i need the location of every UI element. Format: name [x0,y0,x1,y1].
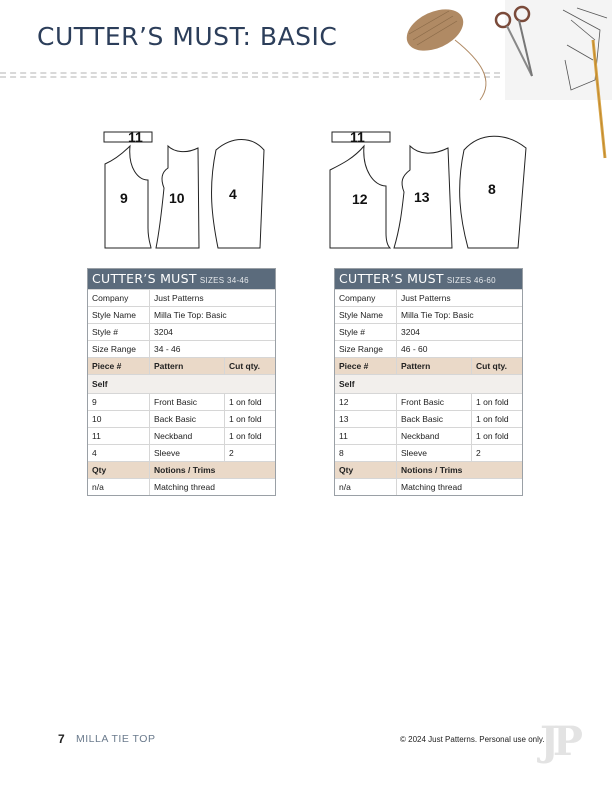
piece-qty: 1 on fold [476,397,509,407]
piece-pattern: Neckband [397,428,472,444]
page-title: CUTTER’S MUST: BASIC [37,22,338,51]
column-header: Cut qty. [476,361,508,371]
info-value: Just Patterns [154,293,204,303]
piece-label-neckband: 11 [350,129,365,145]
column-header: Piece # [335,358,397,374]
piece-label-neckband: 11 [128,129,143,145]
size-label: SIZES 46-60 [446,276,496,285]
info-row-company [335,289,522,306]
piece-number: 4 [88,445,150,461]
info-row-style-number [335,323,522,340]
pieces-header-row [335,357,522,374]
piece-pattern: Front Basic [397,394,472,410]
info-row-style-number [88,323,275,340]
column-header: Cut qty. [229,361,261,371]
info-value: 34 - 46 [154,344,181,354]
piece-label-back: 10 [169,190,185,206]
section-row-self [335,374,522,393]
piece-pattern: Back Basic [150,411,225,427]
pieces-header-row [88,357,275,374]
info-key: Company [88,290,150,306]
section-label: Self [92,379,108,389]
piece-pattern: Back Basic [397,411,472,427]
notion-item: Matching thread [401,482,462,492]
cutters-must-table-46-60 [334,268,523,496]
footer-copyright: © 2024 Just Patterns. Personal use only. [400,735,545,744]
pattern-pieces-outline [328,128,533,252]
column-header: Pattern [397,358,472,374]
piece-number: 13 [335,411,397,427]
piece-qty: 2 [476,448,481,458]
piece-qty: 1 on fold [476,431,509,441]
notion-qty: n/a [335,479,397,495]
table-row [335,410,522,427]
info-value: 46 - 60 [401,344,428,354]
piece-label-sleeve: 4 [229,186,237,202]
info-key: Style Name [88,307,150,323]
table-heading [335,269,522,289]
footer-document-title: MILLA TIE TOP [76,733,156,745]
notion-item: Matching thread [154,482,215,492]
pattern-pieces-large-sizes [328,128,533,252]
table-row [88,444,275,461]
piece-label-sleeve: 8 [488,181,496,197]
table-row [88,393,275,410]
table-heading [88,269,275,289]
piece-number: 8 [335,445,397,461]
column-header: Notions / Trims [401,465,463,475]
info-key: Size Range [335,341,397,357]
info-row-company [88,289,275,306]
piece-number: 12 [335,394,397,410]
info-row-size-range [335,340,522,357]
info-row-style-name [335,306,522,323]
info-key: Style # [88,324,150,340]
piece-number: 11 [335,428,397,444]
info-value: 3204 [154,327,173,337]
section-row-self [88,374,275,393]
piece-qty: 1 on fold [476,414,509,424]
pattern-pieces-small-sizes [100,128,270,252]
info-row-style-name [88,306,275,323]
info-key: Company [335,290,397,306]
piece-number: 10 [88,411,150,427]
column-header: Qty [88,462,150,478]
info-value: 3204 [401,327,420,337]
info-value: Just Patterns [401,293,451,303]
notions-row [88,478,275,495]
column-header: Piece # [88,358,150,374]
notions-header-row [88,461,275,478]
table-title: CUTTER’S MUST [92,271,197,286]
piece-qty: 1 on fold [229,414,262,424]
column-header: Qty [335,462,397,478]
table-title: CUTTER’S MUST [339,271,444,286]
piece-qty: 2 [229,448,234,458]
info-key: Style # [335,324,397,340]
table-row [88,427,275,444]
piece-label-front: 9 [120,190,128,206]
size-label: SIZES 34-46 [199,276,249,285]
info-row-size-range [88,340,275,357]
table-row [335,444,522,461]
piece-pattern: Sleeve [397,445,472,461]
table-row [335,393,522,410]
notion-qty: n/a [88,479,150,495]
piece-number: 11 [88,428,150,444]
info-key: Size Range [88,341,150,357]
section-label: Self [339,379,355,389]
info-value: Milla Tie Top: Basic [401,310,474,320]
piece-label-front: 12 [352,191,368,207]
table-row [335,427,522,444]
piece-pattern: Front Basic [150,394,225,410]
info-value: Milla Tie Top: Basic [154,310,227,320]
piece-number: 9 [88,394,150,410]
piece-pattern: Sleeve [150,445,225,461]
info-key: Style Name [335,307,397,323]
column-header: Notions / Trims [154,465,216,475]
notions-header-row [335,461,522,478]
just-patterns-logo: JP [540,718,578,765]
piece-qty: 1 on fold [229,431,262,441]
page-number: 7 [58,732,65,746]
cutters-must-table-34-46 [87,268,276,496]
piece-label-back: 13 [414,189,430,205]
piece-qty: 1 on fold [229,397,262,407]
table-row [88,410,275,427]
notions-row [335,478,522,495]
piece-pattern: Neckband [150,428,225,444]
column-header: Pattern [150,358,225,374]
